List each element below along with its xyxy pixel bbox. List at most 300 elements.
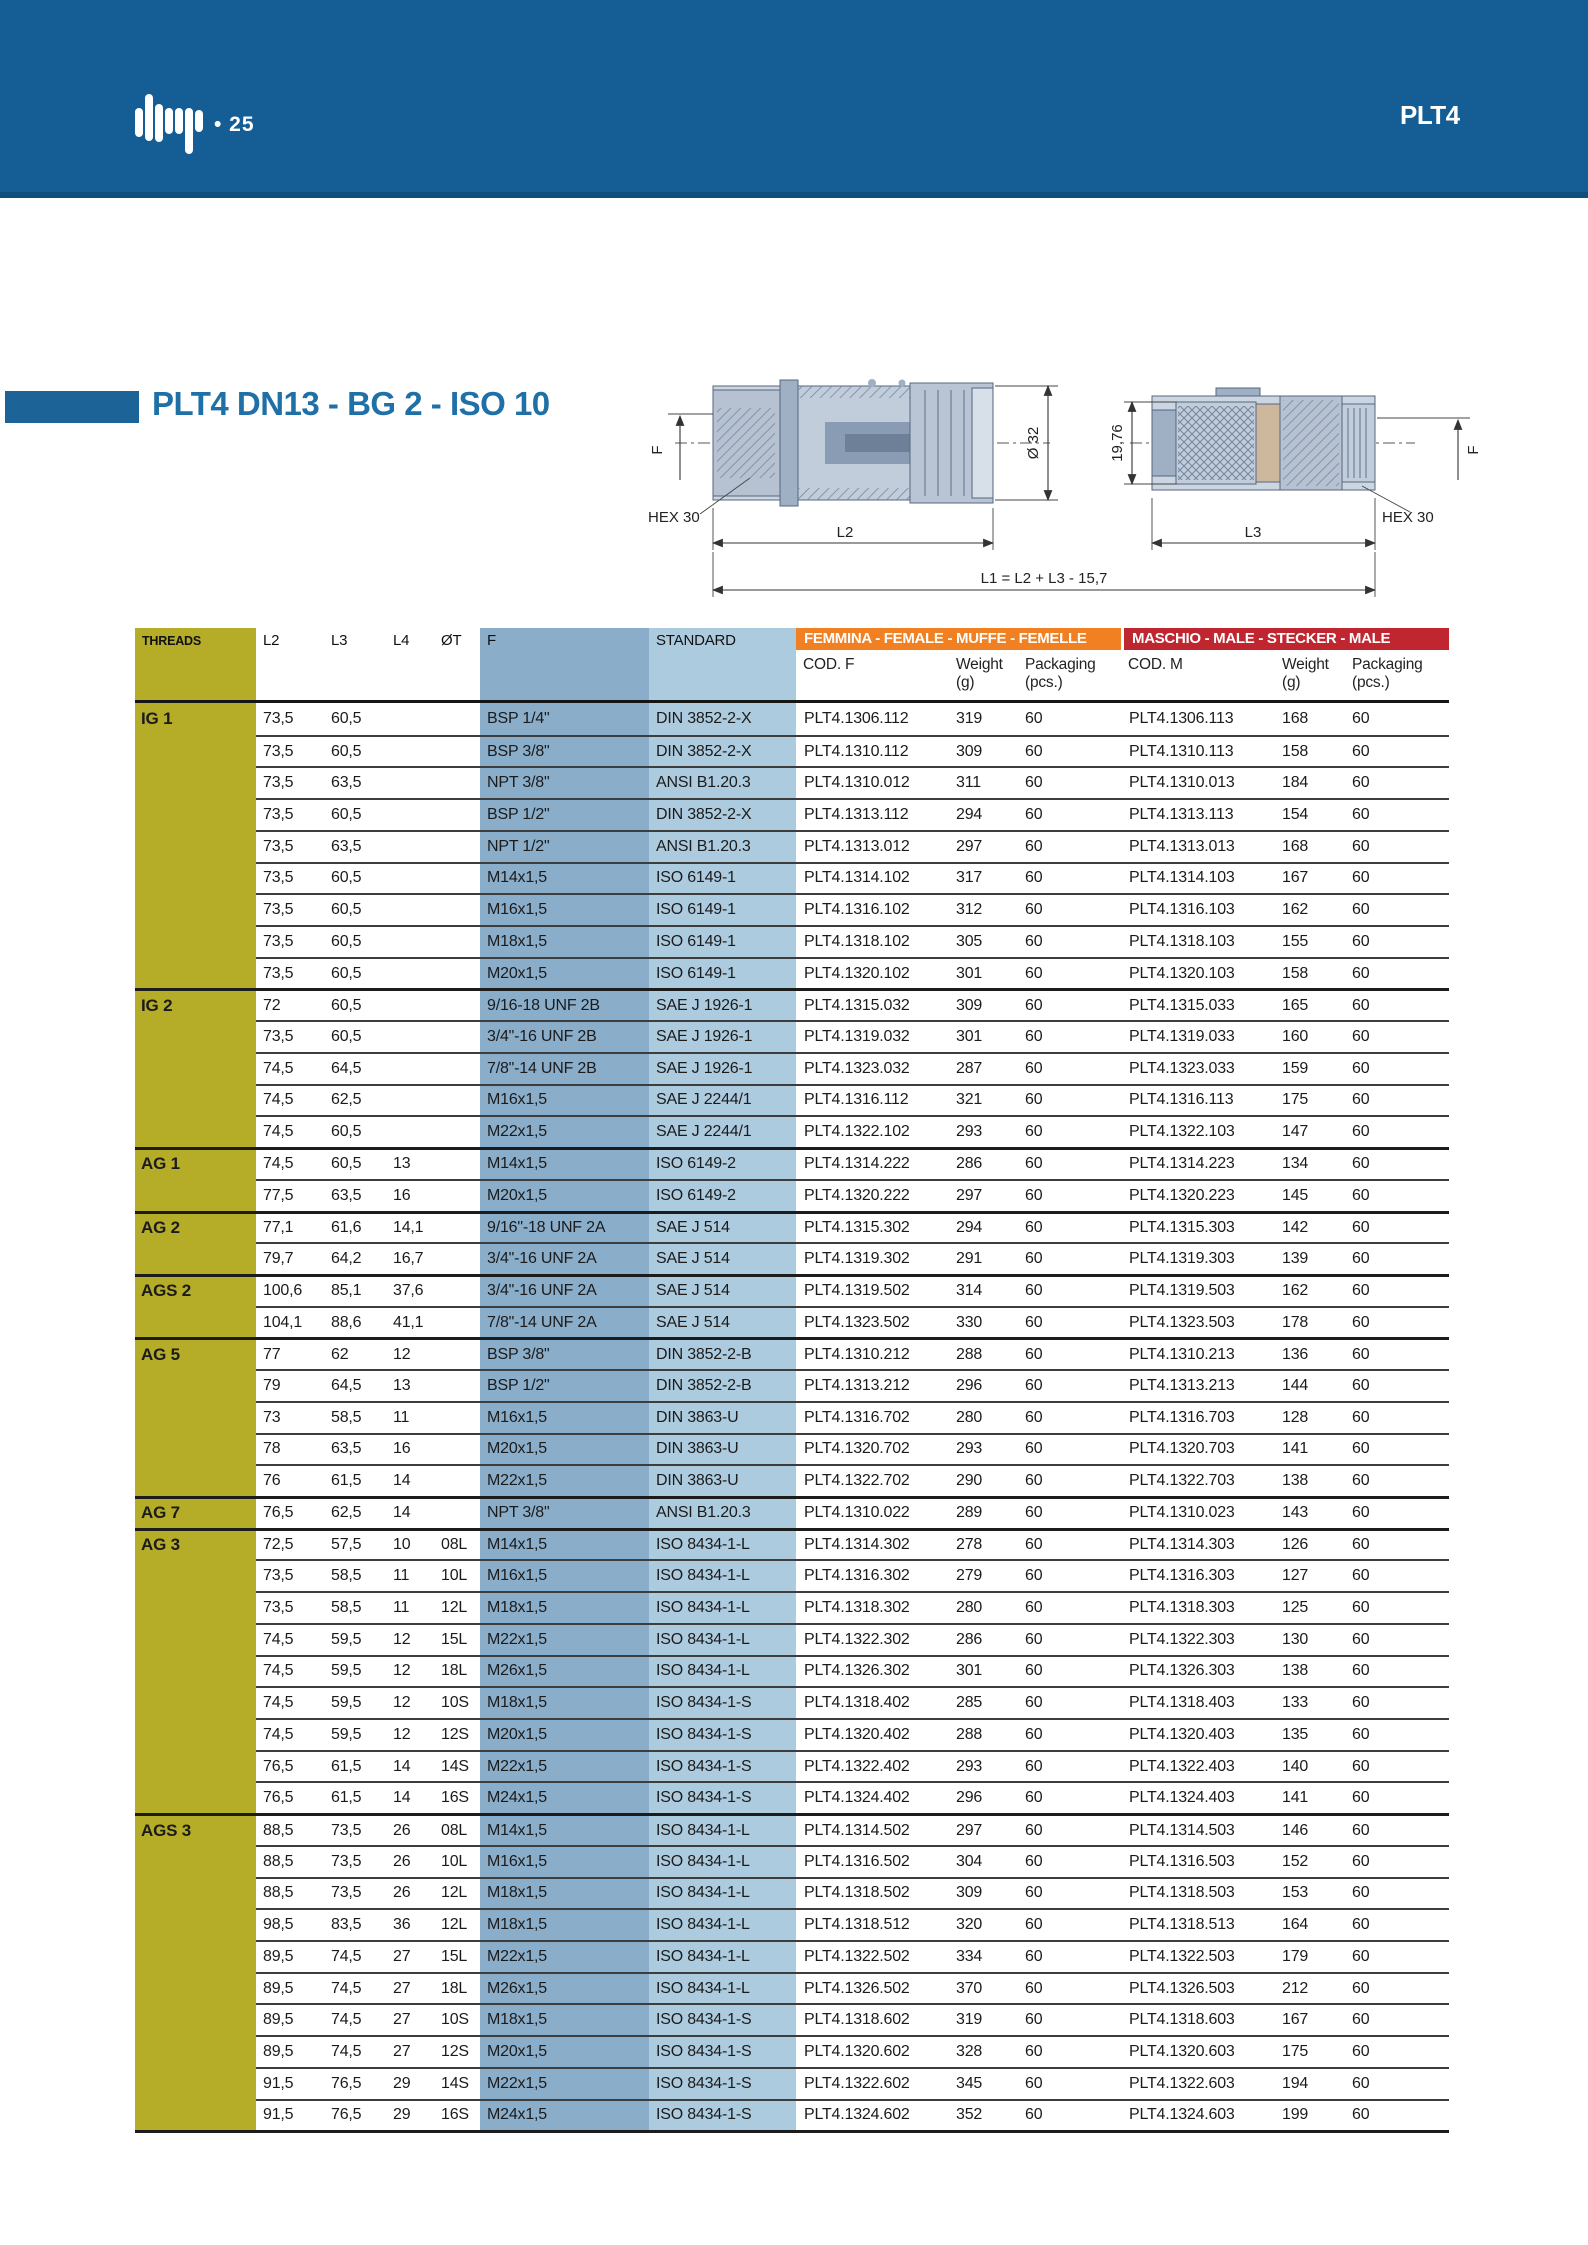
data-cell: 179 [1275,1940,1345,1972]
data-cell: 334 [949,1940,1018,1972]
data-cell: 301 [949,1655,1018,1687]
data-cell: 14,1 [386,1211,434,1243]
table-row [135,2035,1449,2067]
data-cell: 10L [434,1559,480,1591]
svg-text:Ø 32: Ø 32 [1025,426,1042,460]
data-cell: DIN 3863-U [649,1464,796,1496]
data-cell: 74,5 [256,1686,324,1718]
data-cell: M22x1,5 [480,1750,649,1782]
data-cell: 60 [1345,1686,1449,1718]
data-cell: PLT4.1323.502 [796,1306,949,1338]
data-cell: 79 [256,1369,324,1401]
col-header-weight-f [949,650,1018,700]
data-cell [386,830,434,862]
data-cell: 60 [1345,1718,1449,1750]
data-cell: 73,5 [256,766,324,798]
data-cell [386,798,434,830]
data-cell: 60 [1018,1401,1121,1433]
data-cell: PLT4.1315.302 [796,1211,949,1243]
data-cell: PLT4.1313.012 [796,830,949,862]
data-cell: 60 [1018,1147,1121,1179]
data-cell: 297 [949,830,1018,862]
table-row [135,1433,1449,1465]
data-cell [386,735,434,767]
data-cell: 296 [949,1781,1018,1813]
data-cell: PLT4.1322.302 [796,1623,949,1655]
data-cell: PLT4.1310.212 [796,1337,949,1369]
data-cell: 60 [1018,1972,1121,2004]
data-cell: ANSI B1.20.3 [649,1496,796,1528]
data-cell: 60 [1345,830,1449,862]
data-cell: 60,5 [324,1020,386,1052]
dimension-f-right [1377,418,1482,480]
data-cell: 60 [1018,1242,1121,1274]
threads-group-cell [135,1781,256,1813]
data-cell: 60 [1345,1337,1449,1369]
data-cell: ISO 8434-1-L [649,1877,796,1909]
data-cell [434,1052,480,1084]
data-cell: 15L [434,1940,480,1972]
data-cell: 309 [949,1877,1018,1909]
table-row [135,1813,1449,1845]
data-cell: 178 [1275,1306,1345,1338]
data-cell: 73,5 [324,1877,386,1909]
data-cell: 154 [1275,798,1345,830]
col-header-weight-m [1275,650,1345,700]
data-cell: ISO 8434-1-L [649,1528,796,1560]
data-cell: 78 [256,1433,324,1465]
data-cell: 294 [949,1211,1018,1243]
data-cell: 41,1 [386,1306,434,1338]
data-cell: 139 [1275,1242,1345,1274]
table-row [135,1179,1449,1211]
threads-group-cell [135,1306,256,1338]
data-cell: 60 [1018,1369,1121,1401]
data-cell: DIN 3852-2-B [649,1337,796,1369]
data-cell: 60 [1018,1179,1121,1211]
table-row [135,2099,1449,2131]
data-cell: 83,5 [324,1908,386,1940]
col-header-cod-f: COD. F [803,656,855,673]
threads-group-cell [135,798,256,830]
data-cell: 11 [386,1401,434,1433]
table-header [135,628,1449,703]
data-cell: 291 [949,1242,1018,1274]
data-cell: 72 [256,988,324,1020]
data-cell: 278 [949,1528,1018,1560]
data-cell: PLT4.1322.103 [1121,1115,1275,1147]
data-cell: 14 [386,1496,434,1528]
data-cell: 3/4"-16 UNF 2A [480,1274,649,1306]
threads-group-cell [135,1908,256,1940]
data-cell: 60 [1018,1781,1121,1813]
data-cell: 144 [1275,1369,1345,1401]
data-cell: 60,5 [324,925,386,957]
data-cell: 73,5 [256,830,324,862]
data-cell: 79,7 [256,1242,324,1274]
threads-group-cell [135,1179,256,1211]
data-cell: ISO 6149-2 [649,1179,796,1211]
data-cell: 64,5 [324,1369,386,1401]
data-cell: 301 [949,1020,1018,1052]
data-cell: 61,5 [324,1464,386,1496]
threads-group-cell [135,1686,256,1718]
data-cell: PLT4.1322.502 [796,1940,949,1972]
data-cell: 74,5 [256,1052,324,1084]
data-cell: 60 [1345,925,1449,957]
data-cell [386,703,434,735]
data-cell: 9/16-18 UNF 2B [480,988,649,1020]
data-cell: PLT4.1314.103 [1121,862,1275,894]
data-cell: 140 [1275,1750,1345,1782]
data-cell: 164 [1275,1908,1345,1940]
data-cell: PLT4.1318.602 [796,2003,949,2035]
data-cell: 60 [1345,798,1449,830]
data-cell: 60 [1345,1781,1449,1813]
data-cell: 294 [949,798,1018,830]
data-cell: 10 [386,1528,434,1560]
data-cell: 12L [434,1877,480,1909]
data-cell: ISO 6149-2 [649,1147,796,1179]
data-cell: 63,5 [324,830,386,862]
table-row [135,1908,1449,1940]
data-cell: 286 [949,1623,1018,1655]
data-cell: PLT4.1323.503 [1121,1306,1275,1338]
data-cell: M18x1,5 [480,1591,649,1623]
data-cell: 60 [1018,2003,1121,2035]
table-row [135,1750,1449,1782]
data-cell: PLT4.1318.512 [796,1908,949,1940]
svg-text:L1 = L2 + L3 - 15,7: L1 = L2 + L3 - 15,7 [980,570,1108,587]
data-cell: M24x1,5 [480,2099,649,2131]
data-cell: 142 [1275,1211,1345,1243]
data-cell: M24x1,5 [480,1781,649,1813]
data-cell [434,957,480,989]
data-cell: 60 [1345,1401,1449,1433]
data-cell: 287 [949,1052,1018,1084]
data-cell: 60 [1345,862,1449,894]
data-cell: 317 [949,862,1018,894]
data-cell: SAE J 514 [649,1274,796,1306]
data-cell: 60 [1345,2067,1449,2099]
data-cell: 60 [1345,1464,1449,1496]
table-row [135,1877,1449,1909]
data-cell: 60 [1018,893,1121,925]
data-cell: 18L [434,1972,480,2004]
data-cell: PLT4.1316.102 [796,893,949,925]
data-cell: M22x1,5 [480,2067,649,2099]
threads-group-cell [135,1940,256,1972]
data-cell: M22x1,5 [480,1623,649,1655]
data-cell: PLT4.1324.602 [796,2099,949,2131]
data-cell: 58,5 [324,1559,386,1591]
data-cell: 60 [1018,1433,1121,1465]
data-cell: 14 [386,1464,434,1496]
table-row [135,1369,1449,1401]
data-cell: NPT 3/8" [480,1496,649,1528]
data-cell: 60 [1018,1591,1121,1623]
data-cell: 26 [386,1845,434,1877]
table-row [135,893,1449,925]
data-cell: SAE J 1926-1 [649,1052,796,1084]
data-cell: PLT4.1322.702 [796,1464,949,1496]
data-cell: ISO 8434-1-S [649,1750,796,1782]
data-cell: 61,6 [324,1211,386,1243]
data-cell: 76 [256,1464,324,1496]
data-cell: 76,5 [256,1496,324,1528]
data-cell: BSP 3/8" [480,1337,649,1369]
data-cell: 134 [1275,1147,1345,1179]
data-cell: PLT4.1320.102 [796,957,949,989]
data-cell: 12 [386,1623,434,1655]
data-cell: M14x1,5 [480,1813,649,1845]
dnp-logo [131,93,211,157]
data-cell: 76,5 [256,1781,324,1813]
data-cell: 158 [1275,735,1345,767]
data-cell: PLT4.1320.223 [1121,1179,1275,1211]
data-cell: PLT4.1324.403 [1121,1781,1275,1813]
data-cell: 89,5 [256,1972,324,2004]
data-cell: PLT4.1318.502 [796,1877,949,1909]
data-cell: 77,5 [256,1179,324,1211]
data-cell: SAE J 2244/1 [649,1115,796,1147]
data-cell: PLT4.1322.303 [1121,1623,1275,1655]
data-cell: 60 [1345,1433,1449,1465]
data-cell: 130 [1275,1623,1345,1655]
weight-unit: (g) [956,673,975,691]
data-cell: PLT4.1310.023 [1121,1496,1275,1528]
data-cell: 145 [1275,1179,1345,1211]
data-cell: PLT4.1319.033 [1121,1020,1275,1052]
threads-group-cell [135,830,256,862]
data-cell: NPT 1/2" [480,830,649,862]
data-cell: PLT4.1318.302 [796,1591,949,1623]
col-header-f: F [480,628,649,700]
data-cell: 12S [434,2035,480,2067]
data-cell: 352 [949,2099,1018,2131]
threads-group-cell [135,1433,256,1465]
data-cell: 63,5 [324,766,386,798]
data-cell: 328 [949,2035,1018,2067]
data-cell: 175 [1275,2035,1345,2067]
threads-group-cell: AGS 2 [135,1274,256,1306]
data-cell: PLT4.1314.302 [796,1528,949,1560]
data-cell: 175 [1275,1084,1345,1116]
data-cell [386,1020,434,1052]
data-cell: PLT4.1318.103 [1121,925,1275,957]
data-cell: 314 [949,1274,1018,1306]
data-cell: SAE J 2244/1 [649,1084,796,1116]
threads-group-cell [135,1750,256,1782]
table-row [135,2067,1449,2099]
data-cell: 59,5 [324,1655,386,1687]
data-cell: 60 [1345,1211,1449,1243]
data-cell [434,1020,480,1052]
data-cell [434,893,480,925]
threads-group-cell: AG 3 [135,1528,256,1560]
data-cell: SAE J 514 [649,1242,796,1274]
data-cell [434,1179,480,1211]
data-cell: PLT4.1324.603 [1121,2099,1275,2131]
threads-group-cell: AG 7 [135,1496,256,1528]
threads-group-cell [135,1242,256,1274]
data-cell: PLT4.1310.213 [1121,1337,1275,1369]
data-cell: 14S [434,2067,480,2099]
table-row [135,1084,1449,1116]
data-cell: 27 [386,2035,434,2067]
data-cell: 58,5 [324,1591,386,1623]
data-cell: ANSI B1.20.3 [649,766,796,798]
data-cell: 60 [1018,1274,1121,1306]
data-cell: 60 [1345,1084,1449,1116]
threads-group-cell [135,1401,256,1433]
data-cell: PLT4.1320.402 [796,1718,949,1750]
data-cell: 60 [1025,709,1043,727]
data-cell: PLT4.1318.402 [796,1686,949,1718]
data-cell: 89,5 [256,2035,324,2067]
data-cell [434,703,480,735]
data-cell: 293 [949,1433,1018,1465]
data-cell: 73,5 [324,1813,386,1845]
table-row [135,1052,1449,1084]
data-cell: 74,5 [324,2035,386,2067]
data-cell: PLT4.1310.013 [1121,766,1275,798]
data-cell: M14x1,5 [480,1147,649,1179]
data-cell: 60,5 [324,798,386,830]
data-cell: PLT4.1316.503 [1121,1845,1275,1877]
data-cell: PLT4.1310.113 [1121,735,1275,767]
data-cell [434,1369,480,1401]
table-row [135,1274,1449,1306]
data-cell: 74,5 [256,1115,324,1147]
data-cell: ANSI B1.20.3 [649,830,796,862]
data-cell: M14x1,5 [480,862,649,894]
data-cell: PLT4.1316.303 [1121,1559,1275,1591]
data-cell: 73,5 [256,798,324,830]
table-row [135,1940,1449,1972]
data-cell: 60 [1345,1972,1449,2004]
data-cell: ISO 6149-1 [649,957,796,989]
data-cell: 61,5 [324,1750,386,1782]
data-cell: ISO 8434-1-S [649,2067,796,2099]
data-cell: DIN 3863-U [649,1401,796,1433]
svg-text:HEX 30: HEX 30 [648,509,700,526]
data-cell: ISO 8434-1-S [649,1781,796,1813]
data-cell: 60 [1345,2035,1449,2067]
data-cell: PLT4.1313.213 [1121,1369,1275,1401]
data-cell: PLT4.1316.112 [796,1084,949,1116]
data-cell: 60 [1345,1020,1449,1052]
data-cell: 60 [1018,798,1121,830]
data-cell: 158 [1275,957,1345,989]
col-header-packaging-f [1018,650,1121,700]
data-cell: 60 [1018,2035,1121,2067]
data-cell: 280 [949,1591,1018,1623]
data-cell: 76,5 [324,2099,386,2131]
data-cell: 60 [1345,988,1449,1020]
data-cell: SAE J 1926-1 [649,988,796,1020]
packaging-label: Packaging [1352,656,1423,673]
data-cell [386,766,434,798]
data-cell: PLT4.1322.102 [796,1115,949,1147]
data-cell: 60 [1018,988,1121,1020]
table-row [135,1591,1449,1623]
data-cell: 12 [386,1655,434,1687]
svg-text:L3: L3 [1244,524,1262,541]
data-cell: 296 [949,1369,1018,1401]
threads-group-cell: AG 1 [135,1147,256,1179]
data-cell: 60 [1345,1306,1449,1338]
data-cell: 320 [949,1908,1018,1940]
dimension-l3 [1152,498,1375,550]
male-coupling-drawing [1152,388,1375,490]
data-cell: 286 [949,1147,1018,1179]
data-cell: 85,1 [324,1274,386,1306]
table-row [135,703,1449,735]
data-cell: 60 [1018,1528,1121,1560]
table-row [135,957,1449,989]
data-cell: 60,5 [324,862,386,894]
data-cell: 311 [949,766,1018,798]
data-cell: PLT4.1320.222 [796,1179,949,1211]
data-cell: 162 [1275,893,1345,925]
threads-group-cell [135,1052,256,1084]
data-cell: M18x1,5 [480,1908,649,1940]
data-cell: DIN 3852-2-B [649,1369,796,1401]
data-cell: 63,5 [324,1433,386,1465]
threads-group-cell [135,1464,256,1496]
data-cell: 59,5 [324,1623,386,1655]
data-cell: PLT4.1314.222 [796,1147,949,1179]
male-band: MASCHIO - MALE - STECKER - MALE [1121,628,1449,650]
data-cell: ISO 8434-1-L [649,1591,796,1623]
col-header-l3: L3 [331,632,348,649]
data-cell: 62,5 [324,1084,386,1116]
data-cell: 59,5 [324,1686,386,1718]
threads-group-cell [135,735,256,767]
weight-unit: (g) [1282,673,1301,691]
data-cell [434,1115,480,1147]
data-cell: 133 [1275,1686,1345,1718]
data-cell: 60,5 [324,1147,386,1179]
data-cell: M20x1,5 [480,957,649,989]
threads-group-cell [135,2035,256,2067]
data-cell: 3/4"-16 UNF 2B [480,1020,649,1052]
data-cell: PLT4.1310.022 [796,1496,949,1528]
data-cell: 309 [949,988,1018,1020]
data-cell: PLT4.1320.703 [1121,1433,1275,1465]
data-cell: 146 [1275,1813,1345,1845]
col-header-cod-m: COD. M [1128,656,1183,673]
data-cell [434,1306,480,1338]
data-cell: M16x1,5 [480,1559,649,1591]
data-cell: 88,5 [256,1813,324,1845]
data-cell [434,1274,480,1306]
data-cell: 88,5 [256,1877,324,1909]
data-cell: 7/8"-14 UNF 2A [480,1306,649,1338]
data-cell: PLT4.1323.033 [1121,1052,1275,1084]
data-cell: PLT4.1310.012 [796,766,949,798]
data-cell: 14 [386,1750,434,1782]
data-cell: 29 [386,2099,434,2131]
svg-text:L2: L2 [836,524,854,541]
threads-group-cell [135,1972,256,2004]
data-cell: 60 [1352,709,1370,727]
data-cell: 141 [1275,1433,1345,1465]
data-cell: 312 [949,893,1018,925]
data-cell: 289 [949,1496,1018,1528]
data-cell: 73,5 [256,1559,324,1591]
